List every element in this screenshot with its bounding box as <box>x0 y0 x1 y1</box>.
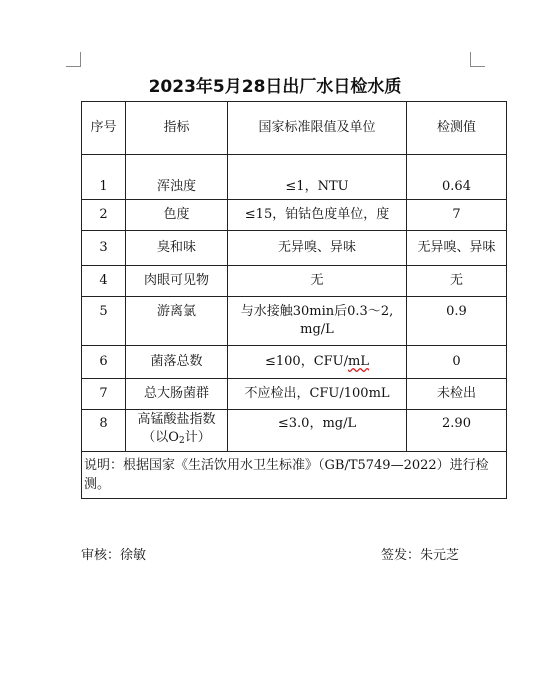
row-standard: 无 <box>228 266 407 297</box>
row-standard <box>228 297 407 346</box>
table-row <box>82 297 507 346</box>
row-value: 0.64 <box>407 155 507 200</box>
table-row <box>82 231 507 266</box>
row-no: 7 <box>82 379 126 410</box>
water-quality-table <box>81 101 507 499</box>
row-standard <box>228 346 407 379</box>
row-indicator <box>126 410 228 452</box>
row-value: 0.9 <box>407 297 507 346</box>
indicator-line-2 <box>128 429 225 450</box>
row-standard: ≤1，NTU <box>228 155 407 200</box>
row-value: 无异嗅、异味 <box>407 231 507 266</box>
table-row <box>82 266 507 297</box>
row-indicator: 臭和味 <box>126 231 228 266</box>
table-row <box>82 200 507 231</box>
page-corner-mark-right <box>470 52 485 67</box>
row-indicator: 游离氯 <box>126 297 228 346</box>
table-row <box>82 410 507 452</box>
row-standard: 不应检出，CFU/100mL <box>228 379 407 410</box>
reviewer-signature: 审核：徐敏 <box>81 548 147 563</box>
page-corner-mark-left <box>66 52 81 67</box>
row-no: 1 <box>82 155 126 200</box>
row-indicator: 浑浊度 <box>126 155 228 200</box>
indicator-line-1: 高锰酸盐指数 <box>137 412 216 427</box>
note-text: 说明：根据国家《生活饮用水卫生标准》（GB/T5749—2022）进行检测。 <box>82 452 507 499</box>
row-indicator: 色度 <box>126 200 228 231</box>
table-row <box>82 346 507 379</box>
standard-line-2: mg/L <box>300 322 334 337</box>
header-no: 序号 <box>82 102 126 155</box>
row-no: 5 <box>82 297 126 346</box>
table-header-row <box>82 102 507 155</box>
table-row <box>82 155 507 200</box>
row-value: 未检出 <box>407 379 507 410</box>
row-no: 6 <box>82 346 126 379</box>
header-value: 检测值 <box>407 102 507 155</box>
standard-line-1: 与水接触30min后0.3～2, <box>240 304 394 319</box>
row-indicator: 肉眼可见物 <box>126 266 228 297</box>
note-row <box>82 452 507 499</box>
row-no: 3 <box>82 231 126 266</box>
row-standard: ≤3.0，mg/L <box>228 410 407 452</box>
row-indicator: 菌落总数 <box>126 346 228 379</box>
header-standard: 国家标准限值及单位 <box>228 102 407 155</box>
row-value: 0 <box>407 346 507 379</box>
row-standard: 无异嗅、异味 <box>228 231 407 266</box>
row-standard: ≤15，铂钴色度单位，度 <box>228 200 407 231</box>
row-value: 2.90 <box>407 410 507 452</box>
table-row <box>82 379 507 410</box>
indicator-line-2-pre: （以O <box>142 430 179 445</box>
row-no: 2 <box>82 200 126 231</box>
subscript: 2 <box>178 436 185 446</box>
indicator-line-2-post: 计） <box>184 430 211 445</box>
document-title: 2023年5月28日出厂水日检水质 <box>148 77 402 97</box>
spellcheck-underlined-unit: mL <box>348 354 369 369</box>
header-indicator: 指标 <box>126 102 228 155</box>
row-value: 7 <box>407 200 507 231</box>
row-no: 8 <box>82 410 126 452</box>
standard-main-text: ≤100，CFU/ <box>265 354 349 369</box>
row-indicator: 总大肠菌群 <box>126 379 228 410</box>
issuer-signature: 签发：朱元芝 <box>381 548 460 563</box>
row-value: 无 <box>407 266 507 297</box>
row-no: 4 <box>82 266 126 297</box>
